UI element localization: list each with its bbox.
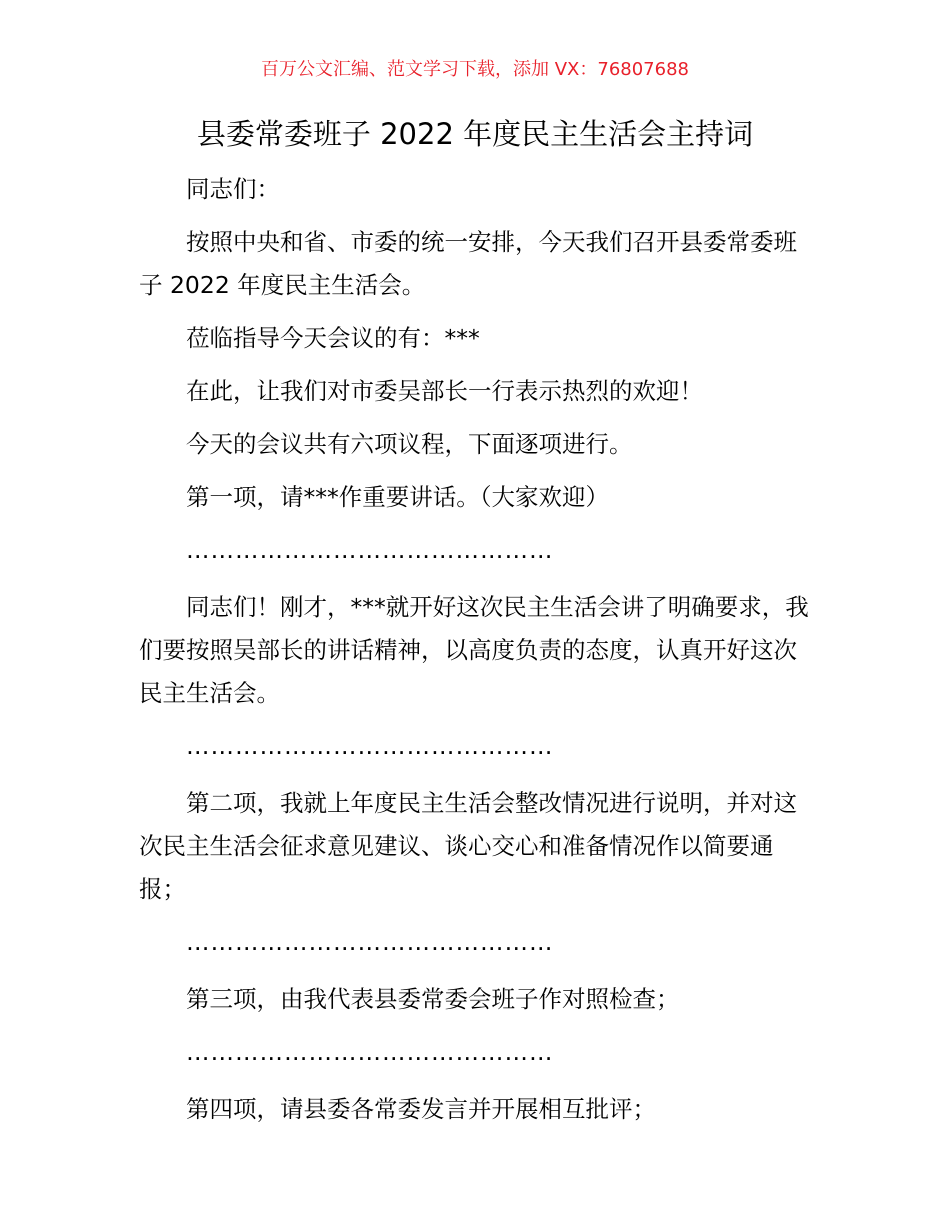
paragraph-item-one: 第一项，请***作重要讲话。（大家欢迎）	[186, 483, 609, 511]
header-watermark-text: 百万公文汇编、范文学习下载，添加 VX：76807688	[261, 59, 689, 80]
paragraph-item-two: 第二项，我就上年度民主生活会整改情况进行说明，并对这次民主生活会征求意见建议、谈心交心和准备情况作以简要通报；	[139, 789, 797, 903]
paragraph-item-four: 第四项，请县委各常委发言并开展相互批评；	[186, 1095, 656, 1123]
paragraph-opening: 按照中央和省、市委的统一安排，今天我们召开县委常委班子 2022 年度民主生活会。	[139, 228, 797, 299]
document-body	[139, 168, 817, 1141]
paragraph-agenda-intro: 今天的会议共有六项议程，下面逐项进行。	[186, 430, 633, 458]
ellipsis-separator: ………………………………………	[186, 732, 554, 760]
paragraph-item-three: 第三项，由我代表县委常委会班子作对照检查；	[186, 985, 680, 1013]
paragraph-welcome: 在此，让我们对市委吴部长一行表示热烈的欢迎！	[186, 377, 703, 405]
paragraph-remarks: 同志们！刚才，***就开好这次民主生活会讲了明确要求，我们要按照吴部长的讲话精神，以高度负责的态度，认真开好这次民主生活会。	[139, 593, 809, 707]
document-title: 县委常委班子 2022 年度民主生活会主持词	[196, 117, 754, 151]
paragraph-salutation: 同志们：	[186, 175, 280, 203]
ellipsis-separator: ………………………………………	[186, 1038, 554, 1066]
ellipsis-separator: ………………………………………	[186, 536, 554, 564]
paragraph-guests: 莅临指导今天会议的有：***	[186, 324, 480, 352]
ellipsis-separator: ………………………………………	[186, 928, 554, 956]
